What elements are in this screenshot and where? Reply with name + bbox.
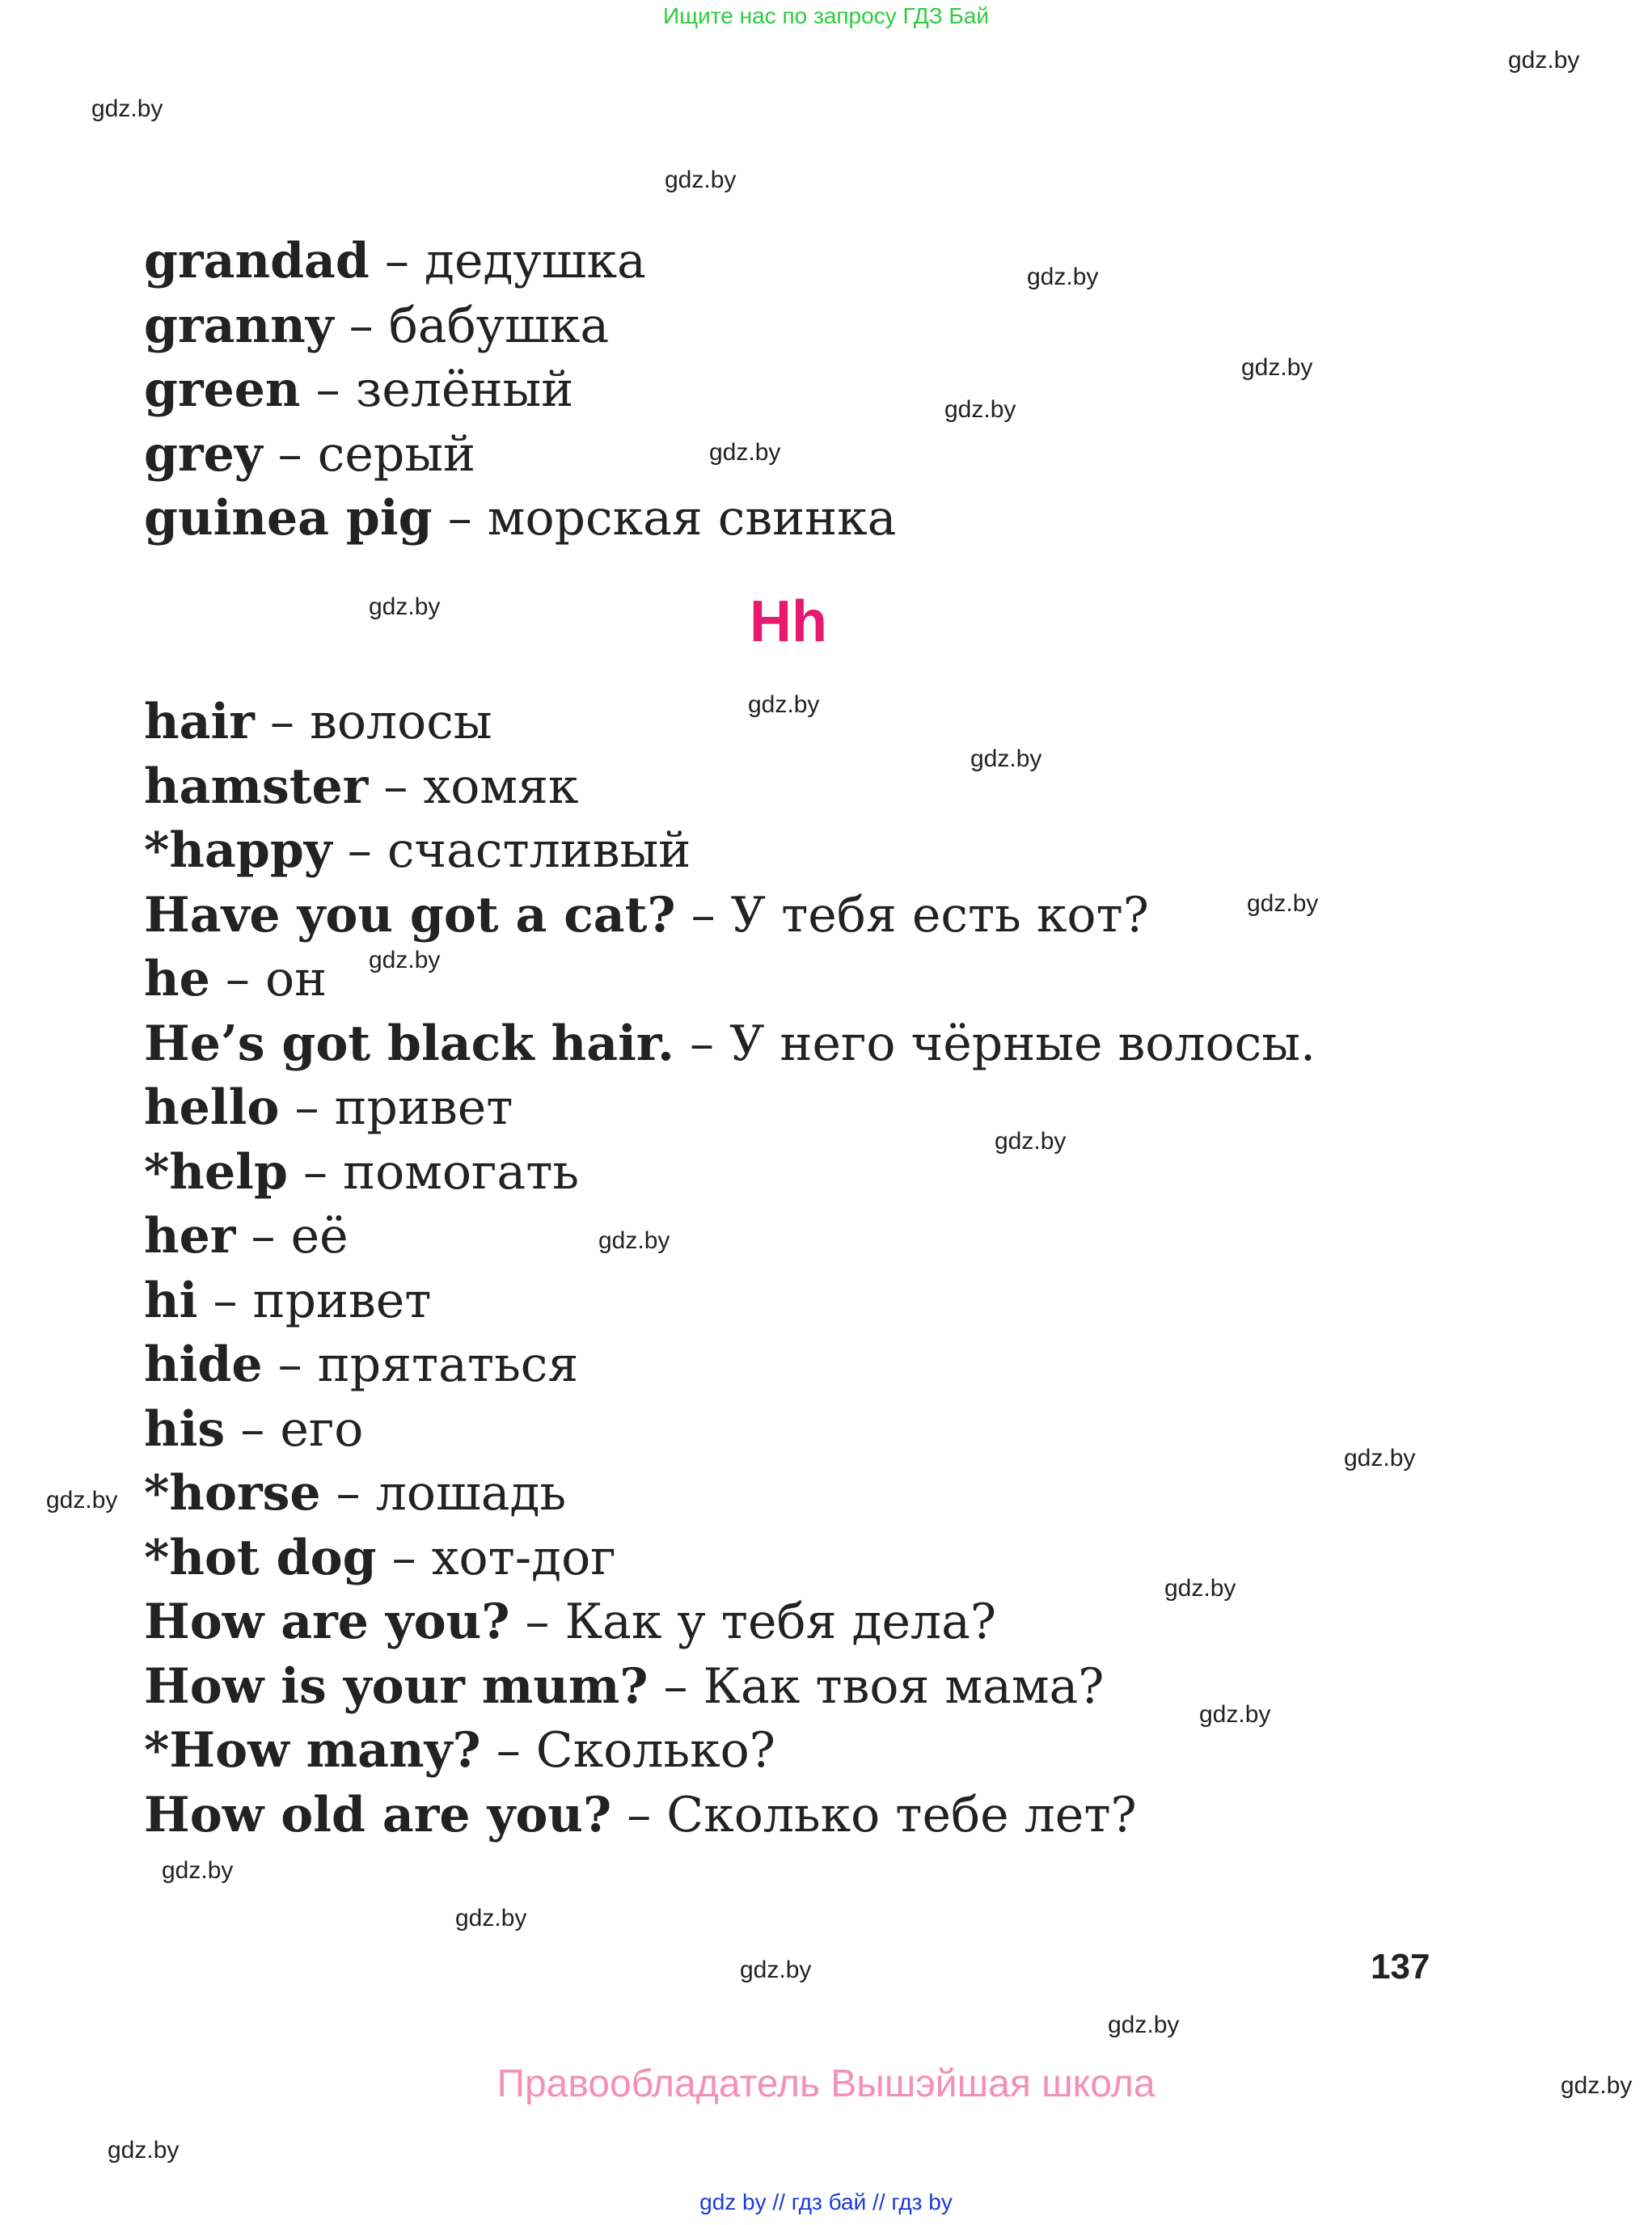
watermark: gdz.by <box>970 745 1042 772</box>
watermark: gdz.by <box>665 167 737 193</box>
vocab-term: hide <box>144 1336 263 1393</box>
vocab-translation: морская свинка <box>487 490 897 547</box>
vocab-term: grandad <box>144 233 370 289</box>
watermark: gdz.by <box>1241 354 1313 381</box>
footer-links[interactable]: gdz by // гдз бай // гдз by <box>699 2189 953 2214</box>
vocabulary-list-g <box>144 230 896 551</box>
vocab-translation: волосы <box>310 694 492 750</box>
watermark: gdz.by <box>1199 1701 1271 1728</box>
vocab-term: *help <box>144 1143 288 1201</box>
vocab-translation: зелёный <box>355 361 574 418</box>
vocab-separator: – <box>368 758 424 815</box>
vocab-separator: – <box>369 233 425 289</box>
page-number: 137 <box>1371 1947 1430 1986</box>
vocab-entry <box>144 819 1316 884</box>
vocab-entry <box>144 690 1316 755</box>
vocab-translation: У тебя есть кот? <box>730 886 1149 944</box>
vocab-translation: дедушка <box>425 233 646 289</box>
vocab-separator: – <box>376 1529 432 1586</box>
vocab-separator: – <box>209 951 265 1007</box>
vocab-separator: – <box>262 425 318 483</box>
watermark: gdz.by <box>91 95 163 122</box>
vocab-term: *hot dog <box>144 1529 377 1586</box>
vocab-entry <box>144 1526 1316 1591</box>
vocab-separator: – <box>611 1786 667 1843</box>
watermark: gdz.by <box>46 1487 118 1514</box>
vocab-term: grey <box>144 425 263 483</box>
vocab-translation: помогать <box>343 1143 580 1201</box>
vocab-term: *horse <box>144 1465 321 1522</box>
vocab-term: *happy <box>144 822 332 879</box>
vocab-separator: – <box>509 1594 565 1650</box>
vocab-entry <box>144 230 896 294</box>
vocabulary-list-h <box>144 690 1319 1847</box>
vocab-separator: – <box>235 1208 291 1264</box>
watermark: gdz.by <box>1164 1575 1236 1602</box>
vocab-term: he <box>144 951 210 1007</box>
vocab-term: hi <box>144 1272 198 1329</box>
vocab-translation: он <box>264 951 327 1007</box>
watermark: gdz.by <box>709 439 781 466</box>
vocab-entry <box>144 1398 1316 1463</box>
vocab-separator: – <box>432 490 488 547</box>
watermark: gdz.by <box>944 396 1016 423</box>
watermark: gdz.by <box>1027 264 1099 290</box>
vocab-separator: – <box>674 1015 730 1072</box>
letter-heading: Hh <box>750 589 827 654</box>
vocab-translation: хомяк <box>423 758 579 815</box>
vocab-separator: – <box>333 297 389 354</box>
vocab-separator: – <box>332 822 387 879</box>
watermark: gdz.by <box>1247 890 1319 917</box>
vocab-separator: – <box>648 1657 703 1715</box>
vocab-entry <box>144 1784 1316 1848</box>
watermark: gdz.by <box>995 1128 1067 1155</box>
vocab-separator: – <box>480 1722 536 1779</box>
vocab-entry <box>144 1590 1316 1655</box>
vocab-translation: Как у тебя дела? <box>564 1594 997 1650</box>
vocab-term: How are you? <box>144 1594 510 1650</box>
vocab-translation: Сколько тебе лет? <box>666 1786 1137 1843</box>
vocab-entry <box>144 1076 1316 1141</box>
vocab-entry <box>144 1269 1316 1334</box>
vocab-separator: – <box>320 1465 376 1522</box>
vocab-entry <box>144 1141 1316 1205</box>
vocab-separator: – <box>287 1143 344 1201</box>
vocab-separator: – <box>262 1336 318 1393</box>
vocab-translation: его <box>280 1400 364 1458</box>
vocab-translation: лошадь <box>375 1465 567 1522</box>
vocab-term: How old are you? <box>144 1786 612 1843</box>
vocab-entry <box>144 948 1316 1012</box>
vocab-translation: прятаться <box>317 1336 579 1393</box>
vocab-term: green <box>144 361 301 418</box>
vocab-translation: её <box>290 1208 349 1264</box>
vocab-entry <box>144 1462 1316 1526</box>
vocab-translation: хот-дог <box>431 1529 616 1586</box>
vocab-entry <box>144 294 896 359</box>
vocab-entry <box>144 1012 1316 1077</box>
watermark: gdz.by <box>1108 2012 1180 2038</box>
vocab-term: his <box>144 1400 226 1458</box>
vocab-term: hair <box>144 694 255 750</box>
copyright-notice: Правообладатель Вышэйшая школа <box>496 2062 1156 2105</box>
vocab-separator: – <box>197 1272 253 1329</box>
vocab-translation: Сколько? <box>535 1722 775 1779</box>
vocab-separator: – <box>254 694 311 750</box>
vocab-entry <box>144 1655 1316 1720</box>
vocab-separator: – <box>675 886 731 944</box>
vocab-entry <box>144 358 896 423</box>
vocab-term: granny <box>144 297 334 354</box>
watermark: gdz.by <box>108 2137 180 2164</box>
vocab-translation: серый <box>317 425 476 483</box>
vocab-entry <box>144 487 896 551</box>
watermark: gdz.by <box>748 691 820 718</box>
vocab-separator: – <box>279 1079 335 1136</box>
vocab-term: hello <box>144 1079 280 1136</box>
vocab-entry <box>144 423 896 488</box>
vocab-separator: – <box>225 1400 281 1458</box>
vocab-term: *How many? <box>144 1722 481 1779</box>
vocab-translation: привет <box>334 1079 513 1136</box>
vocab-entry <box>144 1205 1316 1269</box>
vocab-term: How is your mum? <box>144 1657 649 1715</box>
vocab-translation: У него чёрные волосы. <box>729 1015 1316 1072</box>
vocab-term: hamster <box>144 758 369 815</box>
vocab-separator: – <box>300 361 356 418</box>
top-banner: Ищите нас по запросу ГДЗ Бай <box>662 3 990 28</box>
vocab-term: He’s got black hair. <box>144 1015 674 1072</box>
vocab-entry <box>144 1719 1316 1784</box>
watermark: gdz.by <box>369 593 441 620</box>
vocab-entry <box>144 755 1316 820</box>
vocab-entry <box>144 1333 1316 1398</box>
watermark: gdz.by <box>455 1905 527 1932</box>
watermark: gdz.by <box>1508 47 1580 74</box>
watermark: gdz.by <box>1344 1445 1416 1471</box>
watermark: gdz.by <box>369 947 441 973</box>
watermark: gdz.by <box>162 1857 234 1884</box>
vocab-term: Have you got a cat? <box>144 886 676 944</box>
vocab-term: guinea pig <box>144 490 433 547</box>
watermark: gdz.by <box>1561 2072 1633 2099</box>
vocab-translation: Как твоя мама? <box>703 1657 1105 1715</box>
vocab-translation: бабушка <box>388 297 610 354</box>
vocab-term: her <box>144 1208 236 1264</box>
watermark: gdz.by <box>740 1957 812 1983</box>
watermark: gdz.by <box>598 1227 670 1254</box>
vocab-translation: счастливый <box>387 822 691 879</box>
vocab-translation: привет <box>252 1272 432 1329</box>
vocab-entry <box>144 884 1319 948</box>
